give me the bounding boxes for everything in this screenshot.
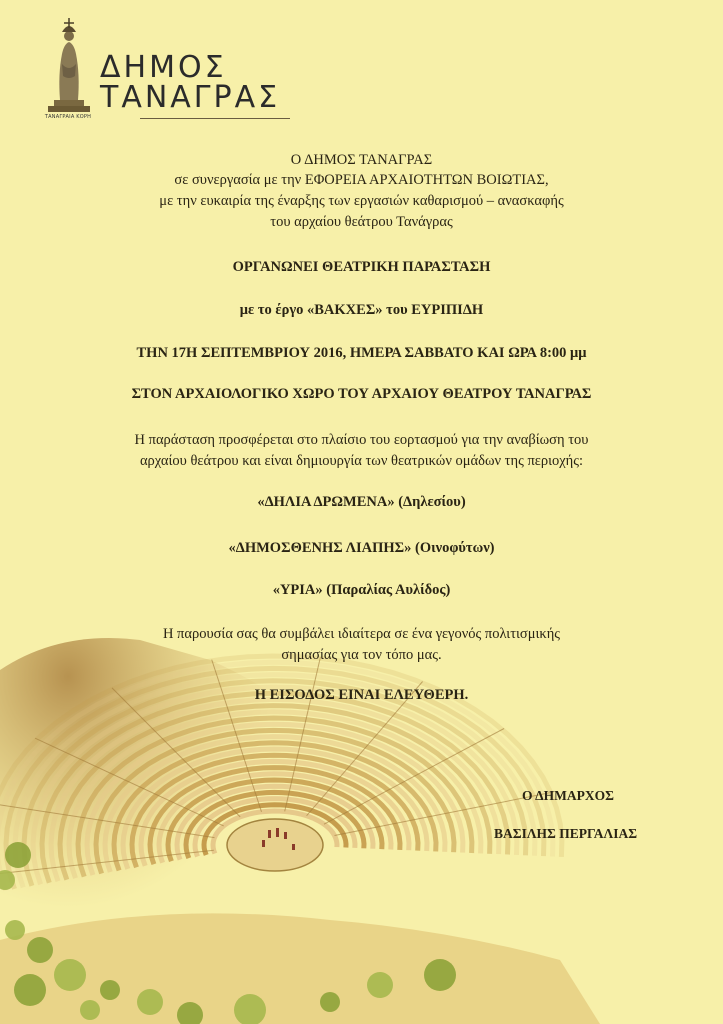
organizer-name: Ο ΔΗΜΟΣ ΤΑΝΑΓΡΑΣ [290, 152, 433, 168]
group-place: (Δηλεσίου) [398, 494, 466, 510]
tree [14, 974, 46, 1006]
tree [54, 959, 86, 991]
tree [137, 989, 163, 1015]
tree [424, 959, 456, 991]
group-name: «ΔΗΛΙΑ ΔΡΩΜΕΝΑ» [257, 494, 395, 510]
group-name: «ΔΗΜΟΣΘΕΝΗΣ ΛΙΑΠΗΣ» [228, 540, 412, 556]
group-place: (Οινοφύτων) [415, 540, 495, 556]
statue-icon [44, 14, 94, 114]
logo-underline [140, 118, 290, 119]
tree [100, 980, 120, 1000]
tree [27, 937, 53, 963]
event-venue: ΣΤΟΝ ΑΡΧΑΙΟΛΟΓΙΚΟ ΧΩΡΟ ΤΟΥ ΑΡΧΑΙΟΥ ΘΕΑΤΡΟΥ ΤΑΝΑΓΡΑΣ [131, 386, 592, 402]
event-datetime: ΤΗΝ 17Η ΣΕΠΤΕΜΒΡΙΟΥ 2016, ΗΜΕΡΑ ΣΑΒΒΑΤΟ ΚΑΙ ΩΡΑ 8:00 μμ [136, 345, 587, 361]
intro-line-2: σε συνεργασία με την ΕΦΟΡΕΙΑ ΑΡΧΑΙΟΤΗΤΩΝ ΒΟΙΩΤΙΑΣ, [174, 172, 549, 188]
tree [80, 1000, 100, 1020]
theatre-group [0, 538, 723, 558]
tree [5, 842, 31, 868]
mayor-name: ΒΑΣΙΛΗΣ ΠΕΡΓΑΛΙΑΣ [494, 826, 638, 841]
tree [320, 992, 340, 1012]
tree [5, 920, 25, 940]
logo-title-line1: ΔΗΜΟΣ [100, 50, 227, 85]
intro-line-3: με την ευκαιρία της έναρξης των εργασιών καθαρισμού – ανασκαφής [159, 193, 564, 209]
orchestra-circle [227, 819, 323, 871]
closing-line-2: σημασίας για τον τόπο μας. [281, 647, 442, 663]
group-name: «ΥΡΙΑ» [272, 582, 323, 598]
intro-line-4: του αρχαίου θεάτρου Τανάγρας [270, 214, 453, 230]
headline: ΟΡΓΑΝΩΝΕΙ ΘΕΑΤΡΙΚΗ ΠΑΡΑΣΤΑΣΗ [232, 259, 491, 275]
theatre-group [0, 492, 723, 512]
theatre-group [0, 580, 723, 600]
description-line-2: αρχαίου θεάτρου και είναι δημιουργία των θεατρικών ομάδων της περιοχής: [139, 453, 584, 469]
free-admission: Η ΕΙΣΟΔΟΣ ΕΙΝΑΙ ΕΛΕΥΘΕΡΗ. [254, 687, 469, 703]
closing-line-1: Η παρουσία σας θα συμβάλει ιδιαίτερα σε ένα γεγονός πολιτισμικής [162, 626, 561, 642]
logo-caption: ΤΑΝΑΓΡΑΙΑ ΚΟΡΗ [44, 114, 92, 120]
play-title: με το έργο «ΒΑΚΧΕΣ» του ΕΥΡΙΠΙΔΗ [239, 302, 484, 318]
logo-title-line2: ΤΑΝΑΓΡΑΣ [100, 80, 281, 115]
tree [367, 972, 393, 998]
municipality-logo [44, 14, 294, 124]
description-line-1: Η παράσταση προσφέρεται στο πλαίσιο του εορτασμού για την αναβίωση του [134, 432, 589, 448]
group-place: (Παραλίας Αυλίδος) [326, 582, 451, 598]
mayor-title: Ο ΔΗΜΑΡΧΟΣ [522, 788, 614, 803]
